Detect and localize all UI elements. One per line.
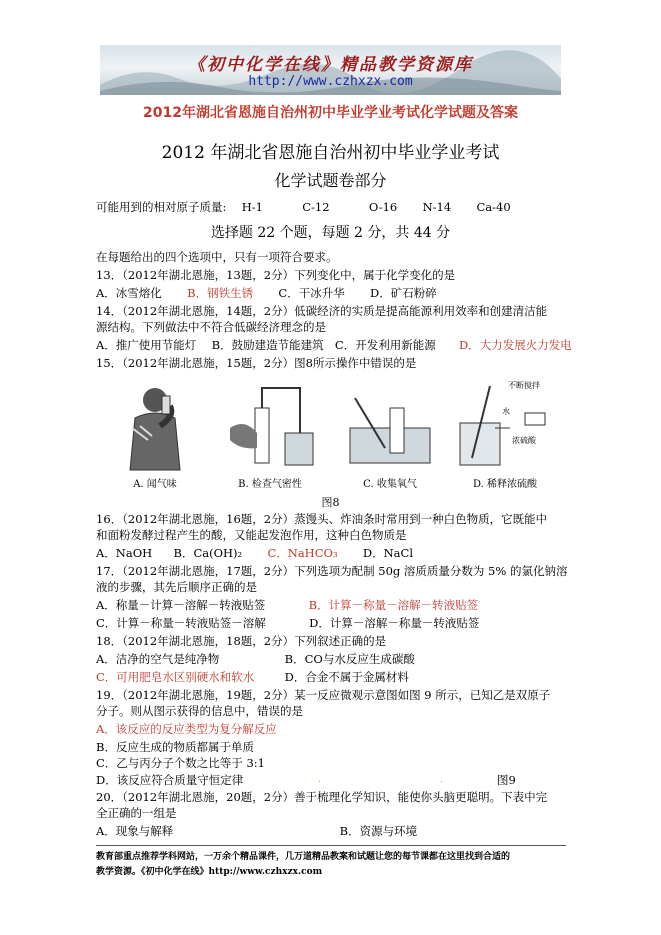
question-18-options-cd xyxy=(96,670,409,685)
option-d: D．矿石粉碎 xyxy=(370,286,437,300)
header-banner xyxy=(100,45,561,95)
question-18-options-ab xyxy=(96,652,415,667)
question-16-options xyxy=(96,546,413,561)
question-17-stem: 17．（2012年湖北恩施，17题，2分）下列选项为配制 50g 溶质质量分数为 5% 的氯化钠溶 xyxy=(96,564,568,578)
section-heading: 选择题 22 个题，每题 2 分，共 44 分 xyxy=(210,225,451,241)
question-14-stem-cont: 源结构。下列做法中不符合低碳经济理念的是 xyxy=(96,320,326,334)
question-14-options xyxy=(96,338,572,353)
atomic-mass-item: O-16 xyxy=(368,200,398,214)
footer xyxy=(96,850,566,880)
option-d: D．计算－溶解－称量－转液贴签 xyxy=(309,616,480,630)
figure-9-dot-icon: . xyxy=(440,774,444,785)
figure-9-dot-icon: . xyxy=(318,774,322,785)
figure-8a-caption: A. 闻气味 xyxy=(133,479,177,490)
option-a: A．称量－计算－溶解－转液贴签 xyxy=(96,598,266,612)
option-c: C．计算－称量－转液贴签－溶解 xyxy=(96,616,266,630)
document-title: 2012年湖北省恩施自治州初中毕业学业考试化学试题及答案 xyxy=(143,105,518,121)
question-20-options xyxy=(96,824,417,839)
option-a: A．NaOH xyxy=(96,546,153,560)
option-d-answer: D．大力发展火力发电 xyxy=(459,338,572,352)
option-d: D．合金不属于金属材料 xyxy=(284,670,409,684)
question-19-option-c: C．乙与丙分子个数之比等于 3:1 xyxy=(96,756,265,770)
label-stir: 不断搅拌 xyxy=(508,381,540,390)
atomic-mass-item: Ca-40 xyxy=(476,200,511,214)
footer-divider xyxy=(96,845,566,846)
question-19-option-d: D．该反应符合质量守恒定律 xyxy=(96,773,244,787)
question-16-stem-cont: 和面粉发酵过程产生的酸，又能起发泡作用，这种白色物质是 xyxy=(96,528,407,542)
figure-8b-caption: B. 检查气密性 xyxy=(238,479,302,490)
atomic-mass-label: 可能用到的相对原子质量: xyxy=(96,200,227,214)
option-c: C．干冰升华 xyxy=(278,286,345,300)
figure-8b xyxy=(215,378,325,490)
atomic-mass-item: C-12 xyxy=(302,200,330,214)
question-20-stem: 20．（2012年湖北恩施，20题，2分）善于梳理化学知识，能使你头脑更聪明。下表中完 xyxy=(96,790,548,804)
footer-line-2[interactable]: 教学资源。《初中化学在线》http://www.czhxzx.com xyxy=(96,867,323,877)
footer-line-1: 教育部重点推荐学科网站，一万余个精品课件，几万道精品教案和试题让您的每节课都在这里找到合适的 xyxy=(96,852,511,862)
figure-8c-caption: C. 收集氧气 xyxy=(363,479,417,490)
question-13-stem: 13．（2012年湖北恩施，13题，2分）下列变化中，属于化学变化的是 xyxy=(96,268,456,282)
option-b: B．资源与环境 xyxy=(339,824,418,838)
option-c-answer: C．可用肥皂水区别硬水和软水 xyxy=(96,670,255,684)
question-17-options-ab xyxy=(96,598,478,613)
atomic-mass-row xyxy=(96,200,511,215)
banner-title: 《初中化学在线》精品教学资源库 xyxy=(188,55,473,75)
instruction-text: 在每题给出的四个选项中，只有一项符合要求。 xyxy=(96,250,338,264)
option-c-answer: C．NaHCO₃ xyxy=(267,546,338,560)
question-14-stem: 14．（2012年湖北恩施，14题，2分）低碳经济的实质是提高能源利用效率和创建清洁能 xyxy=(96,304,548,318)
option-a: A．现象与解释 xyxy=(96,824,174,838)
exam-title: 2012 年湖北省恩施自治州初中毕业学业考试 xyxy=(161,143,500,163)
question-13-options xyxy=(96,286,437,301)
question-17-options-cd xyxy=(96,616,479,631)
option-a: A．冰雪熔化 xyxy=(96,286,162,300)
option-a: A．洁净的空气是纯净物 xyxy=(96,652,220,666)
smelling-person-icon xyxy=(100,378,210,473)
question-16-stem: 16．（2012年湖北恩施，16题，2分）蒸馒头、炸油条时常用到一种白色物质，它既能中 xyxy=(96,512,548,526)
figure-8c xyxy=(335,378,445,490)
figure-9-label: 图9 xyxy=(497,773,516,787)
option-b-answer: B．计算－称量－溶解－转液贴签 xyxy=(308,598,479,612)
option-b: B．鼓励建造节能建筑 xyxy=(211,338,324,352)
question-15-stem: 15．（2012年湖北恩施，15题，2分）图8所示操作中错误的是 xyxy=(96,356,417,370)
option-b: B．Ca(OH)₂ xyxy=(173,546,243,560)
figure-8d-caption: D. 稀释浓硫酸 xyxy=(472,479,538,490)
option-b: B．CO与水反应生成碳酸 xyxy=(284,652,415,666)
option-b-answer: B．钢铁生锈 xyxy=(187,286,254,300)
figure-8a xyxy=(100,378,210,490)
atomic-mass-item: N-14 xyxy=(422,200,452,214)
collect-oxygen-icon xyxy=(335,378,445,473)
option-c: C．开发利用新能源 xyxy=(334,338,436,352)
question-17-stem-cont: 液的步骤，其先后顺序正确的是 xyxy=(96,580,257,594)
question-20-stem-cont: 全正确的一组是 xyxy=(96,806,177,820)
question-19-stem: 19．（2012年湖北恩施，19题，2分）某一反应微观示意图如图 9 所示，已知乙是双原子 xyxy=(96,688,551,702)
figure-8-label: 图8 xyxy=(321,496,340,509)
question-19-option-b: B．反应生成的物质都属于单质 xyxy=(96,740,254,754)
question-18-stem: 18．（2012年湖北恩施，18题，2分）下列叙述正确的是 xyxy=(96,634,387,648)
label-concentrated-acid: 浓硫酸 xyxy=(512,436,536,445)
question-19-stem-cont: 分子。则从图示获得的信息中，错误的是 xyxy=(96,704,303,718)
figure-8 xyxy=(100,378,565,490)
air-tightness-test-icon xyxy=(215,378,325,473)
figure-8d xyxy=(450,378,560,490)
dilute-acid-icon xyxy=(450,378,565,473)
option-d: D．NaCl xyxy=(362,546,413,560)
option-a: A．推广使用节能灯 xyxy=(96,338,197,352)
paper-subtitle: 化学试题卷部分 xyxy=(274,171,387,190)
atomic-mass-item: H-1 xyxy=(241,200,263,214)
label-water: 水 xyxy=(502,407,510,416)
banner-url[interactable]: http://www.czhxzx.com xyxy=(248,74,413,89)
question-19-option-a-answer: A．该反应的反应类型为复分解反应 xyxy=(96,722,277,736)
